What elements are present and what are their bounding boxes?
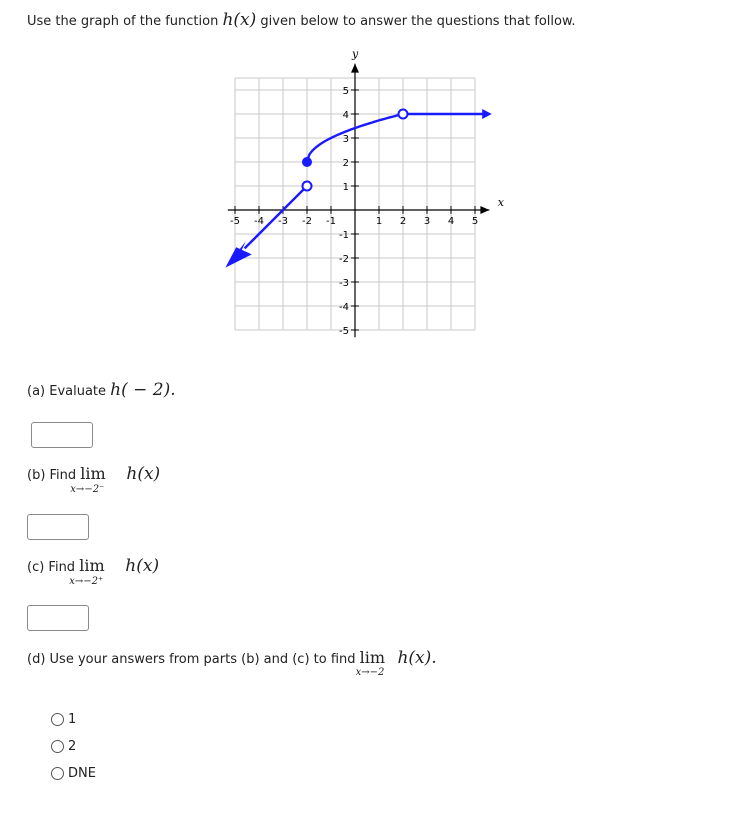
part-c-label: (c) Find <box>27 560 80 575</box>
x-tick-label: -2 <box>302 216 312 227</box>
y-tick-label: 2 <box>342 158 349 169</box>
part-d-lim-subscript: x→−2 <box>355 667 385 678</box>
option-label: DNE <box>68 766 96 781</box>
x-tick-label: 5 <box>471 216 479 227</box>
filled-point-neg2-2 <box>303 158 312 167</box>
part-c-question <box>27 556 160 587</box>
function-graph <box>225 50 515 340</box>
x-tick-label: -3 <box>278 216 288 227</box>
open-point-2-4 <box>399 110 408 119</box>
part-c-lim-word: lim <box>79 556 105 575</box>
x-tick-label: -1 <box>326 216 336 227</box>
x-tick-label: -4 <box>254 216 264 227</box>
option-1[interactable] <box>51 712 76 727</box>
y-tick-label: -5 <box>339 326 349 337</box>
option-dne[interactable] <box>51 766 96 781</box>
part-b-lim-subscript: x→−2⁻ <box>70 484 105 495</box>
intro-before: Use the graph of the function <box>27 14 223 29</box>
part-c-lim-subscript: x→−2⁺ <box>69 576 104 587</box>
part-b-limit <box>70 464 106 495</box>
x-tick-label: 3 <box>423 216 431 227</box>
x-tick-label: -5 <box>230 216 240 227</box>
x-tick-label: 1 <box>375 216 383 227</box>
radio-button[interactable] <box>51 767 64 780</box>
y-axis-arrow <box>351 64 359 73</box>
part-c-func: h(x) <box>125 556 160 576</box>
part-b-lim-word: lim <box>80 464 106 483</box>
graph-axes <box>228 50 505 337</box>
y-tick-label: -1 <box>339 230 349 241</box>
option-label: 1 <box>68 712 77 727</box>
radio-button[interactable] <box>51 740 64 753</box>
intro-func: h(x) <box>222 10 257 30</box>
part-d-label: (d) Use your answers from parts (b) and (c) to find <box>27 652 360 667</box>
part-b-question <box>27 464 161 495</box>
x-tick-label: 2 <box>399 216 407 227</box>
part-c-answer-input[interactable] <box>27 605 89 631</box>
x-axis-arrow <box>480 206 489 214</box>
part-a-answer-input[interactable] <box>31 422 93 448</box>
part-c-limit <box>69 556 105 587</box>
part-a-expr: h( − 2). <box>110 380 176 400</box>
y-tick-label: 4 <box>342 110 349 121</box>
option-2[interactable] <box>51 739 76 754</box>
part-d-func: h(x). <box>397 648 437 668</box>
part-d-lim-word: lim <box>359 648 386 667</box>
curve-arrow-right <box>482 109 492 119</box>
y-tick-label: 3 <box>342 134 349 145</box>
radio-button[interactable] <box>51 713 64 726</box>
y-tick-label: -3 <box>339 278 349 289</box>
y-tick-label: 5 <box>342 86 349 97</box>
y-tick-label: -4 <box>339 302 349 313</box>
option-label: 2 <box>68 739 77 754</box>
y-axis-label: y <box>352 50 359 61</box>
x-axis-label: x <box>497 196 505 209</box>
part-b-func: h(x) <box>126 464 161 484</box>
part-b-label: (b) Find <box>27 468 81 483</box>
part-d-question <box>27 648 437 678</box>
y-tick-label: 1 <box>342 182 349 193</box>
y-tick-label: -2 <box>339 254 349 265</box>
graph-curve <box>225 109 491 268</box>
x-tick-label: 4 <box>447 216 455 227</box>
open-point-neg2-1 <box>303 182 312 191</box>
intro-text <box>27 10 576 30</box>
part-a-label: (a) Evaluate <box>27 384 111 399</box>
graph-ticks <box>230 86 478 337</box>
curve-arrow-left-2 <box>225 247 251 267</box>
part-b-answer-input[interactable] <box>27 514 89 540</box>
part-d-limit <box>355 648 386 678</box>
intro-after: given below to answer the questions that follow. <box>256 14 576 29</box>
part-a-question <box>27 380 176 400</box>
